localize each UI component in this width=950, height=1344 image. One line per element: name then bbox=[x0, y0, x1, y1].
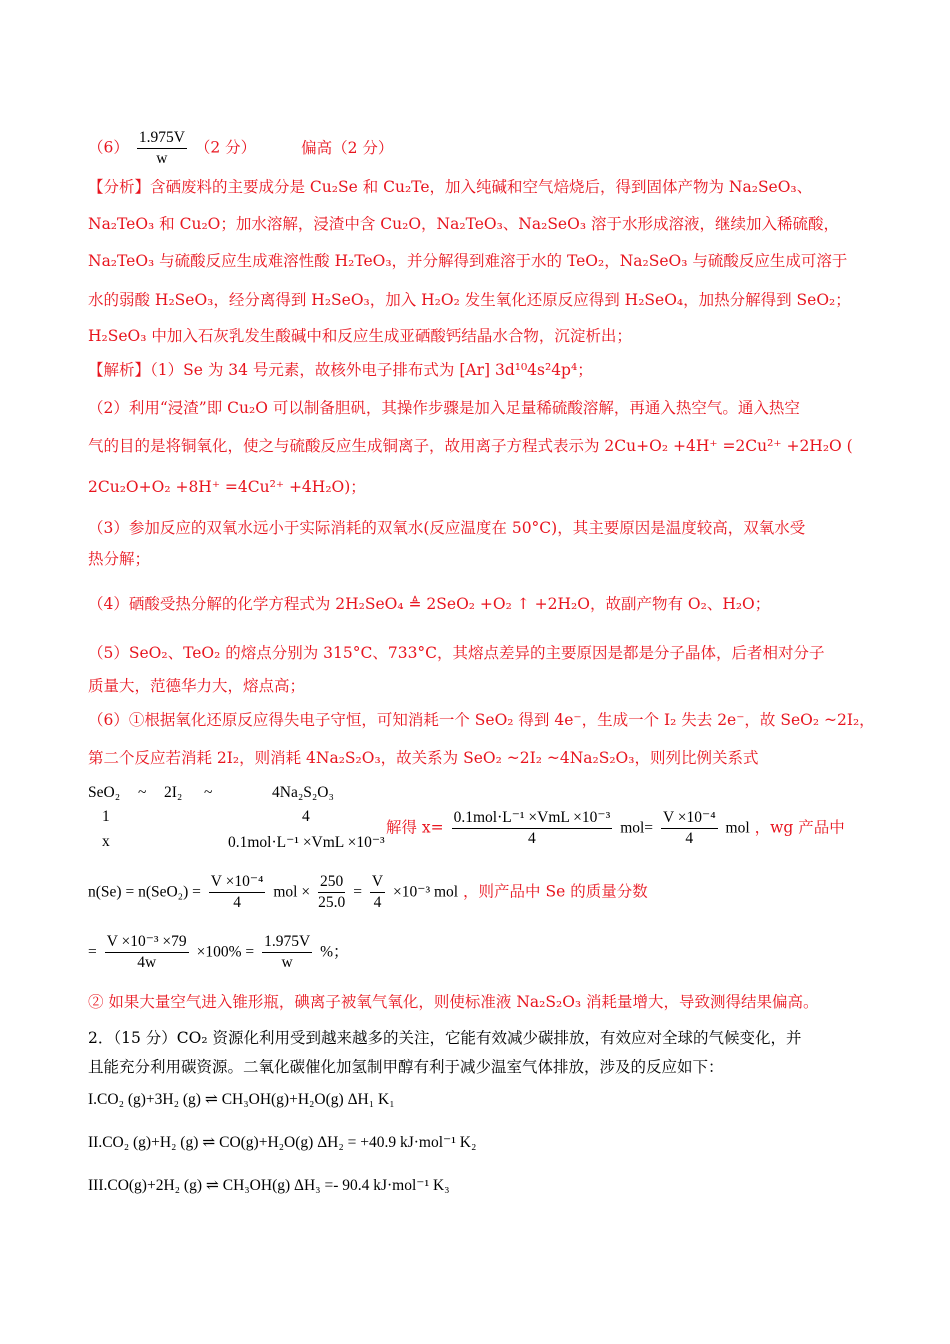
percent-denominator-2: w bbox=[281, 954, 293, 971]
relation-x: x bbox=[102, 833, 110, 850]
solve-x-numerator-1: 0.1mol·L⁻¹ ×VmL ×10⁻³ bbox=[452, 808, 613, 829]
analysis-line-2: Na₂TeO₃ 和 Cu₂O；加水溶解，浸渣中含 Cu₂O，Na₂TeO₃、Na₂SeO₃ 溶于水形成溶液，继续加入稀硫酸， bbox=[88, 215, 839, 233]
solve-x-label: 解得 x= bbox=[386, 818, 444, 837]
n-se-fraction-1 bbox=[209, 872, 266, 913]
percent-denominator-1: 4w bbox=[137, 954, 157, 971]
answer-6-numerator: 1.975V bbox=[137, 128, 187, 149]
analysis-line-5: H₂SeO₃ 中加入石灰乳发生酸碱中和反应生成亚硒酸钙结晶水合物，沉淀析出； bbox=[88, 327, 632, 345]
n-se-equals: = bbox=[353, 883, 362, 901]
question-2-line-1: 2．（15 分）CO₂ 资源化利用受到越来越多的关注，它能有效减少碳排放，有效应对全球的气候变化，并 bbox=[88, 1029, 802, 1047]
solution-line-5: （3）参加反应的双氧水远小于实际消耗的双氧水(反应温度在 50°C)，其主要原因是温度较高，双氧水受 bbox=[88, 519, 806, 537]
n-se-numerator-1: V ×10⁻⁴ bbox=[209, 872, 266, 893]
n-se-fraction-2 bbox=[318, 872, 345, 913]
reaction-1: I.CO₂ (g)+3H₂ (g) ⇌ CH₃OH(g)+H₂O(g) ΔH₁ K₁ bbox=[88, 1091, 395, 1108]
percent-fraction-1 bbox=[105, 932, 189, 973]
relation-coef-1: 1 bbox=[102, 808, 110, 825]
relation-na2s2o3: 4Na₂S₂O₃ bbox=[272, 784, 334, 801]
answer-6-score: （2 分） bbox=[194, 138, 257, 157]
percent-numerator-2: 1.975V bbox=[262, 932, 312, 953]
n-se-denominator-3: 4 bbox=[373, 894, 382, 911]
relation-tilde-2: ~ bbox=[204, 784, 213, 801]
n-se-fraction-3 bbox=[370, 872, 385, 913]
solve-x-fraction-2 bbox=[661, 808, 718, 849]
relation-coef-4: 4 bbox=[302, 808, 310, 825]
solution-line-9: 质量大，范德华力大，熔点高； bbox=[88, 677, 306, 695]
n-se-line bbox=[88, 872, 648, 913]
relation-i2: 2I₂ bbox=[164, 784, 183, 801]
percent-numerator-1: V ×10⁻³ ×79 bbox=[105, 932, 189, 953]
n-se-lhs: n(Se) = n(SeO₂) = bbox=[88, 883, 201, 901]
answer-6-fraction bbox=[137, 128, 187, 169]
reaction-2: II.CO₂ (g)+H₂ (g) ⇌ CO(g)+H₂O(g) ΔH₂ = +40.9 kJ·mol⁻¹ K₂ bbox=[88, 1134, 477, 1151]
relation-tilde-1: ~ bbox=[138, 784, 147, 801]
solution-line-10: （6）①根据氧化还原反应得失电子守恒，可知消耗一个 SeO₂ 得到 4e⁻，生成一个 I₂ 失去 2e⁻，故 SeO₂ ~2I₂， bbox=[88, 711, 875, 729]
n-se-numerator-2: 250 bbox=[318, 872, 345, 893]
solve-x-line bbox=[386, 808, 845, 849]
solve-x-mol: mol bbox=[725, 819, 750, 837]
relation-volume: 0.1mol·L⁻¹ ×VmL ×10⁻³ bbox=[228, 834, 385, 851]
percent-fraction-2 bbox=[262, 932, 312, 973]
n-se-denominator-2: 25.0 bbox=[318, 894, 346, 911]
solve-x-mol-eq: mol= bbox=[620, 819, 654, 837]
reaction-3: III.CO(g)+2H₂ (g) ⇌ CH₃OH(g) ΔH₃ =- 90.4 kJ·mol⁻¹ K₃ bbox=[88, 1177, 450, 1194]
analysis-line-3: Na₂TeO₃ 与硫酸反应生成难溶性酸 H₂TeO₃，并分解得到难溶于水的 TeO₂，Na₂SeO₃ 与硫酸反应生成可溶于 bbox=[88, 252, 848, 270]
relation-seo2: SeO₂ bbox=[88, 784, 121, 801]
solve-x-fraction-1 bbox=[452, 808, 613, 849]
solution-line-1: 【解析】（1）Se 为 34 号元素，故核外电子排布式为 [Ar] 3d¹⁰4s²4p⁴； bbox=[88, 361, 593, 379]
answer-6-denominator: w bbox=[156, 150, 168, 167]
n-se-unit: ×10⁻³ mol bbox=[393, 883, 459, 901]
solve-x-denominator-1: 4 bbox=[528, 830, 536, 847]
analysis-line-4: 水的弱酸 H₂SeO₃，经分离得到 H₂SeO₃，加入 H₂O₂ 发生氧化还原反应得到 H₂SeO₄，加热分解得到 SeO₂； bbox=[88, 291, 851, 309]
answer-6-line bbox=[88, 128, 393, 169]
solve-x-denominator-2: 4 bbox=[685, 830, 694, 847]
answer-6-label: （6） bbox=[88, 138, 129, 157]
solution-line-11: 第二个反应若消耗 2I₂，则消耗 4Na₂S₂O₃，故关系为 SeO₂ ~2I₂ ~4Na₂S₂O₃，则列比例关系式 bbox=[88, 749, 759, 767]
n-se-times: mol × bbox=[273, 883, 311, 901]
solution-line-2: （2）利用“浸渣”即 Cu₂O 可以制备胆矾，其操作步骤是加入足量稀硫酸溶解，再通入热空气。通入热空 bbox=[88, 399, 800, 417]
percent-equals: = bbox=[88, 943, 97, 961]
n-se-numerator-3: V bbox=[370, 872, 385, 893]
answer-6-result: 偏高（2 分） bbox=[301, 138, 394, 157]
solution-line-7: （4）硒酸受热分解的化学方程式为 2H₂SeO₄ ≜ 2SeO₂ +O₂ ↑ +2H₂O，故副产物有 O₂、H₂O； bbox=[88, 595, 771, 613]
solve-x-numerator-2: V ×10⁻⁴ bbox=[661, 808, 718, 829]
solution-line-12: ② 如果大量空气进入锥形瓶，碘离子被氧气氧化，则使标准液 Na₂S₂O₃ 消耗量增大，导致测得结果偏高。 bbox=[88, 993, 819, 1011]
solution-line-6: 热分解； bbox=[88, 550, 151, 568]
solve-x-tail: ，wg 产品中 bbox=[754, 818, 845, 837]
n-se-denominator-1: 4 bbox=[233, 894, 241, 911]
analysis-line-1: 【分析】含硒废料的主要成分是 Cu₂Se 和 Cu₂Te，加入纯碱和空气焙烧后，得到固体产物为 Na₂SeO₃、 bbox=[88, 178, 813, 196]
percent-tail: %； bbox=[320, 943, 349, 961]
solution-line-4: 2Cu₂O+O₂ +8H⁺ =4Cu²⁺ +4H₂O)； bbox=[88, 478, 366, 496]
percent-line bbox=[88, 932, 349, 973]
solution-line-3: 气的目的是将铜氧化，使之与硫酸反应生成铜离子，故用离子方程式表示为 2Cu+O₂ +4H⁺ =2Cu²⁺ +2H₂O ( bbox=[88, 437, 853, 455]
question-2-line-2: 且能充分利用碳资源。二氧化碳催化加氢制甲醇有利于减少温室气体排放，涉及的反应如下： bbox=[88, 1058, 724, 1076]
percent-times-100: ×100% = bbox=[196, 943, 255, 961]
n-se-tail: ，则产品中 Se 的质量分数 bbox=[463, 882, 648, 901]
solution-line-8: （5）SeO₂、TeO₂ 的熔点分别为 315°C、733°C，其熔点差异的主要原因是都是分子晶体，后者相对分子 bbox=[88, 644, 825, 662]
